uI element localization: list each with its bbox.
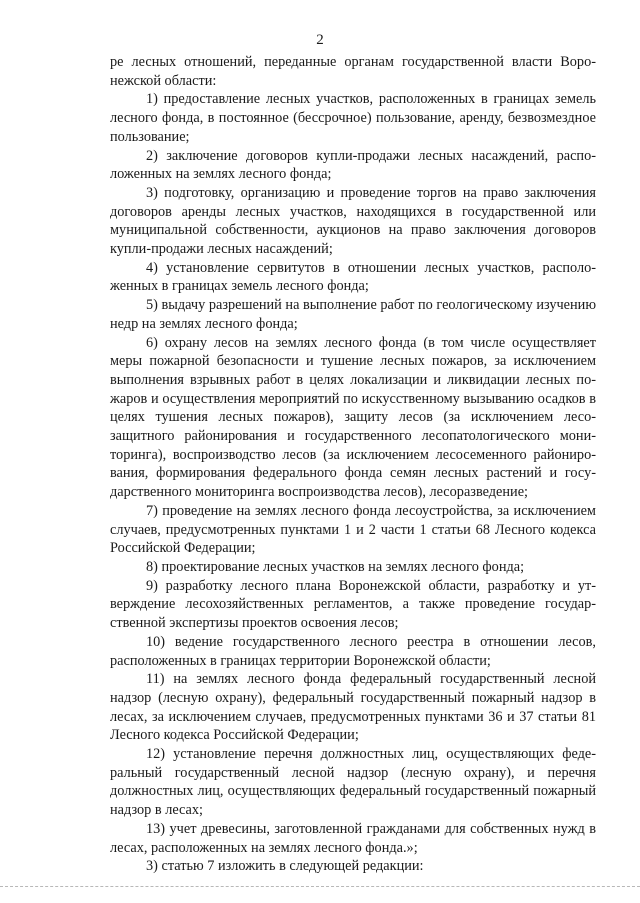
list-item-4: 4) установление сервитутов в отношении лесных участков, расположенных в границах земель лесного фонда;: [110, 259, 596, 295]
paragraph-intro-continuation: ре лесных отношений, переданные органам государственной власти Воронежской области:: [110, 54, 596, 89]
list-item-11: 11) на землях лесного фонда федеральный государственный лесной надзор (лесную охрану), федеральный государственный пожарный надзор в лесах, за исключением случаев, предусмотренных пунктами 36 и 37 статьи 81 Лесного кодекса Российской Федерации;: [110, 671, 596, 744]
list-item-2: 2) заключение договоров купли-продажи лесных насаждений, расположенных на землях лесного фонда;: [110, 147, 596, 183]
page-bottom-divider: [0, 886, 640, 887]
list-item-1: 1) предоставление лесных участков, расположенных в границах земель лесного фонда, в постоянное (бессрочное) пользование, аренду, безвозмездное пользование;: [110, 91, 596, 145]
list-item-10: 10) ведение государственного лесного реестра в отношении лесов, расположенных в границах территории Воронежской области;: [110, 633, 596, 669]
list-item-8: 8) проектирование лесных участков на землях лесного фонда;: [146, 558, 525, 575]
list-item-9: 9) разработку лесного плана Воронежской области, разработку и утверждение лесохозяйственных регламентов, а также проведение государственной экспертизы проектов освоения лесов;: [110, 577, 596, 632]
list-item-12: 12) установление перечня должностных лиц, осуществляющих федеральный государственный лесной надзор (лесную охрану), и перечня должностных лиц, осуществляющих федеральный государственный пожарный надзор в лесах;: [110, 746, 596, 819]
amendment-paragraph: 3) статью 7 изложить в следующей редакции:: [146, 858, 424, 875]
list-item-5: 5) выдачу разрешений на выполнение работ по геологическому изучению недр на землях лесного фонда;: [110, 297, 596, 332]
page-number: 2: [316, 32, 324, 48]
list-item-3: 3) подготовку, организацию и проведение торгов на право заключения договоров аренды лесных участков, находящихся в государственной или муниципальной собственности, аукционов на право заключения договоров купли-продажи лесных насаждений;: [110, 184, 596, 258]
list-item-13: 13) учет древесины, заготовленной гражданами для собственных нужд в лесах, расположенных на землях лесного фонда.»;: [110, 820, 596, 856]
list-item-6: 6) охрану лесов на землях лесного фонда (в том числе осуществляет меры пожарной безопасности и тушение лесных пожаров, за исключением выполнения взрывных работ в целях локализации и ликвидации лесных пожаров и осуществления мероприятий по искусственному вызыванию осадков в целях тушения лесных пожаров), защиту лесов (за исключением лесозащитного районирования и государственного лесопатологического мониторинга), воспроизводство лесов (за исключением лесосеменного районирования, формирования федерального фонда семян лесных растений и государственного мониторинга воспроизводства лесов), лесоразведение;: [110, 334, 596, 501]
list-item-7: 7) проведение на землях лесного фонда лесоустройства, за исключением случаев, предусмотренных пунктами 1 и 2 части 1 статьи 68 Лесного кодекса Российской Федерации;: [110, 502, 596, 557]
document-body: [110, 53, 596, 876]
